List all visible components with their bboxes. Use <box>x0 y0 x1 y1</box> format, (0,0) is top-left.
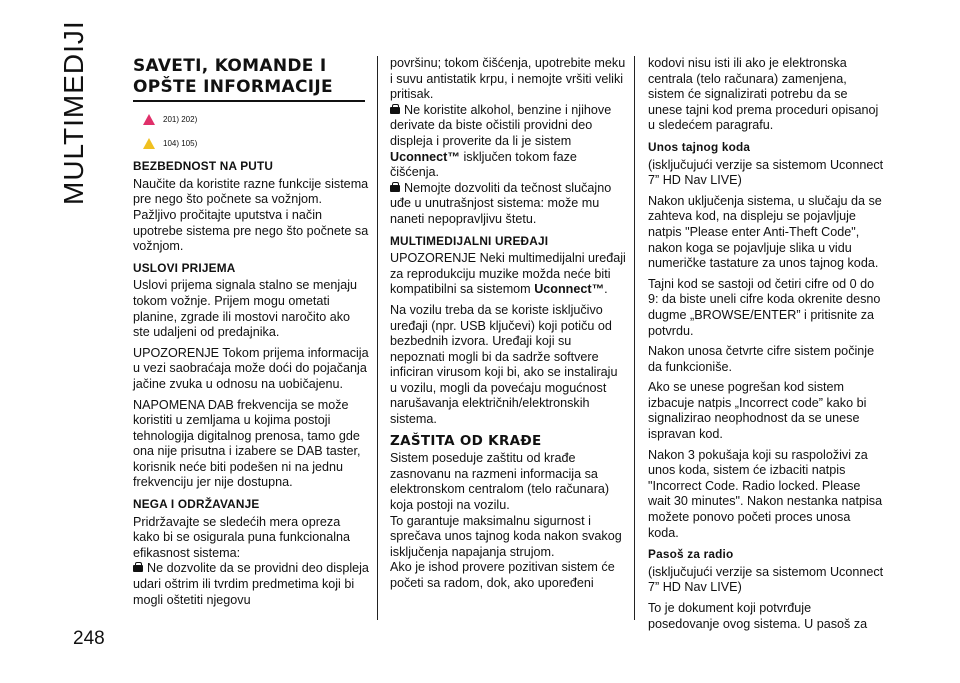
caution-triangle-icon <box>143 138 155 149</box>
paragraph-warning: UPOZORENJE Tokom prijema informacija u vezi saobraćaja može doći do pojačanja jačine zvuka u odnosu na uobičajenu. <box>133 345 369 391</box>
bullet-icon <box>390 185 400 192</box>
paragraph: Uslovi prijema signala stalno se menjaju tokom vožnje. Prijem mogu ometati planine, zgrade ili mostovi naročito ako ste udaljeni od predajnika. <box>133 278 357 340</box>
paragraph: površinu; tokom čišćenja, upotrebite meku i suvu antistatik krpu, i nemojte vršiti veliki pritisak. <box>390 56 626 102</box>
paragraph: Ako se unese pogrešan kod sistem izbacuje natpis „Incorrect code” kako bi signalizirao neophodnost da se unese ispravan kod. <box>648 380 867 442</box>
section-side-title: MULTIMEDIJI <box>58 20 89 205</box>
paragraph: Naučite da koristite razne funkcije sistema pre nego što počnete sa vožnjom. <box>133 176 369 207</box>
warning-reference-numbers: 201) 202) <box>163 115 198 124</box>
paragraph: (isključujući verzije sa sistemom Uconnect 7” HD Nav LIVE) <box>648 157 884 188</box>
paragraph-warning: UPOZORENJE Neki multimedijalni uređaji za reprodukciju muzike možda neće biti kompatibilni sa sistemom Uconnect™. <box>390 251 626 297</box>
column-3 <box>648 56 884 637</box>
paragraph: Sistem poseduje zaštitu od krađe zasnovanu na razmeni informacija sa elektronskom centralom (telo računara) koja postoji na vozilu. <box>390 451 610 513</box>
heading-devices: MULTIMEDIJALNI UREĐAJI <box>390 233 549 248</box>
title-underline <box>133 100 365 102</box>
paragraph: To garantuje maksimalnu sigurnost i sprečava unos tajnog koda nakon svakog isključenja napajanja strujom. <box>390 513 622 559</box>
paragraph: Nakon unosa četvrte cifre sistem počinje da funkcioniše. <box>648 344 875 374</box>
heading-care: NEGA I ODRŽAVANJE <box>133 497 260 512</box>
column-1 <box>133 56 369 613</box>
main-title: SAVETI, KOMANDE I OPŠTE INFORMACIJE <box>133 56 333 97</box>
paragraph: Ako je ishod provere pozitivan sistem će početi sa radom, dok, ako upoređeni <box>390 560 615 590</box>
caution-reference-numbers: 104) 105) <box>163 138 198 148</box>
column-divider <box>377 56 378 620</box>
bullet-icon <box>133 565 143 572</box>
danger-triangle-icon <box>143 114 155 125</box>
paragraph: kodovi nisu isti ili ako je elektronska centrala (telo računara) zamenjena, sistem će signalizirati potrebu da se unese tajni kod prema proceduri opisanoj u sledećem paragrafu. <box>648 56 879 133</box>
bullet-item: Nemojte dozvoliti da tečnost slučajno uđe u unutrašnjost sistema: može mu naneti nepopravljivu štetu. <box>390 180 612 226</box>
column-2 <box>390 56 626 597</box>
paragraph: Tajni kod se sastoji od četiri cifre od 0 do 9: da biste uneli cifre koda okrenite desno dugme „BROWSE/ENTER” i pritisnite za potvrdu. <box>648 276 881 338</box>
paragraph: (isključujući verzije sa sistemom Uconnect 7” HD Nav LIVE) <box>648 564 884 595</box>
heading-radio-passport: Pasoš za radio <box>648 547 734 562</box>
heading-secret-code: Unos tajnog koda <box>648 139 751 154</box>
paragraph: Pridržavajte se sledećih mera opreza kako bi se osigurala puna funkcionalna efikasnost sistema: <box>133 514 351 560</box>
page-number: 248 <box>73 628 105 649</box>
paragraph: Na vozilu treba da se koriste isključivo uređaji (npr. USB ključevi) koji potiču od bezbednih izvora. Uređaji koji su nepoznati mogli bi da sadrže softvere inficiran virusom koji bi, ako se instaliraju u vozilu, mogli da povećaju mogućnost narušavanja električnih/elektronskih sistema. <box>390 302 618 427</box>
heading-reception: USLOVI PRIJEMA <box>133 260 236 275</box>
heading-safety: BEZBEDNOST NA PUTU <box>133 159 274 174</box>
column-divider <box>634 56 635 620</box>
paragraph: Nakon uključenja sistema, u slučaju da se zahteva kod, na displeju se pojavljuje natpis "Please enter Anti-Theft Code", nakon koga se pojavljuje slika u vidu numeričke tastature za unos tajnog koda. <box>648 193 882 271</box>
paragraph: Nakon 3 pokušaja koji su raspoloživi za unos koda, sistem će izbaciti natpis "Incorrect Code. Radio locked. Please wait 30 minutes". Nakon nestanka natpisa možete ponovo početi proces unosa koda. <box>648 447 883 540</box>
bullet-item: Ne koristite alkohol, benzine i njihove derivate da biste očistili providni deo displeja i proverite da li je sistem Uconnect™ isključen tokom faze čišćenja. <box>390 102 612 180</box>
paragraph-note: NAPOMENA DAB frekvencija se može koristiti u zemljama u kojima postoji tehnologija digitalnog prenosa, tamo gde ona nije prisutna i izabere se DAB taster, korisnik neće biti podešen ni na jednu frekvenciju jer nije dostupna. <box>133 397 361 490</box>
bullet-icon <box>390 107 400 114</box>
caution-reference-row <box>143 136 369 152</box>
bullet-item: Ne dozvolite da se providni deo displeja udari oštrim ili tvrdim predmetima koji bi mogli oštetiti njegovu <box>133 561 369 607</box>
heading-anti-theft: ZAŠTITA OD KRAĐE <box>390 432 542 449</box>
warning-reference-row <box>143 112 369 128</box>
paragraph: To je dokument koji potvrđuje posedovanje ovog sistema. U pasoš za <box>648 601 868 631</box>
paragraph: Pažljivo pročitajte uputstva i način upotrebe sistema pre nego što počnete sa vožnjom. <box>133 207 369 254</box>
